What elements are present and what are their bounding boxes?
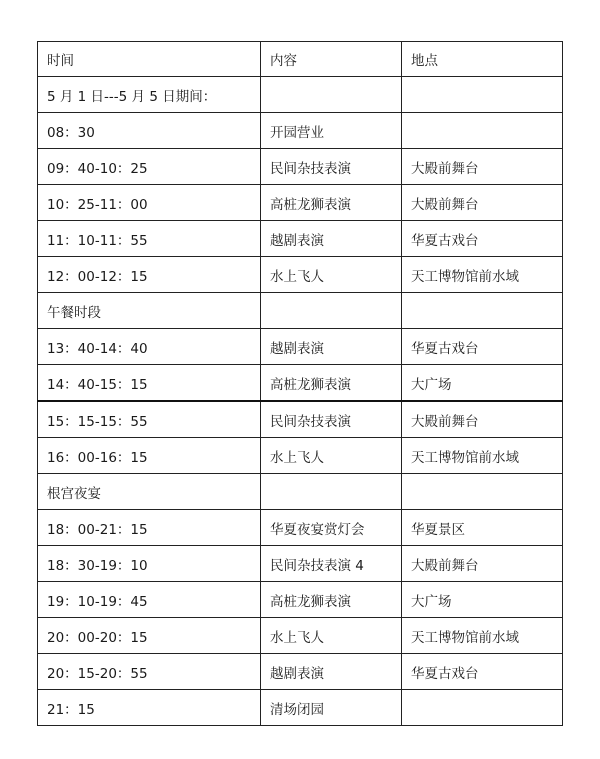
cell-place: 大殿前舞台: [402, 401, 563, 438]
cell-time: 14：40-15：15: [38, 365, 261, 402]
cell-place: [402, 293, 563, 329]
cell-content: 水上飞人: [261, 257, 402, 293]
cell-place: [402, 113, 563, 149]
table-row: [38, 510, 563, 546]
cell-time: 13：40-14：40: [38, 329, 261, 365]
cell-place: 大殿前舞台: [402, 546, 563, 582]
cell-content: 越剧表演: [261, 654, 402, 690]
cell-time: 10：25-11：00: [38, 185, 261, 221]
cell-content: 越剧表演: [261, 329, 402, 365]
cell-time: 午餐时段: [38, 293, 261, 329]
cell-time: 08：30: [38, 113, 261, 149]
table-row: [38, 365, 563, 402]
table-row: [38, 149, 563, 185]
cell-content: 高桩龙狮表演: [261, 365, 402, 402]
cell-content: 水上飞人: [261, 438, 402, 474]
table-row: [38, 329, 563, 365]
cell-content: 开园营业: [261, 113, 402, 149]
cell-content: 华夏夜宴赏灯会: [261, 510, 402, 546]
cell-place: 天工博物馆前水域: [402, 618, 563, 654]
cell-time: 21：15: [38, 690, 261, 726]
schedule-table: [37, 41, 563, 726]
table-row: [38, 401, 563, 438]
cell-time: 5 月 1 日---5 月 5 日期间：: [38, 77, 261, 113]
cell-content: 高桩龙狮表演: [261, 185, 402, 221]
table-row: [38, 221, 563, 257]
cell-content: 高桩龙狮表演: [261, 582, 402, 618]
cell-place: 大广场: [402, 365, 563, 402]
cell-place: 华夏景区: [402, 510, 563, 546]
cell-time: 20：00-20：15: [38, 618, 261, 654]
cell-content: [261, 77, 402, 113]
cell-time: 12：00-12：15: [38, 257, 261, 293]
header-row: [38, 42, 563, 77]
cell-time: 09：40-10：25: [38, 149, 261, 185]
cell-content: 民间杂技表演: [261, 401, 402, 438]
cell-time: 15：15-15：55: [38, 401, 261, 438]
cell-place: 大殿前舞台: [402, 185, 563, 221]
table-row: [38, 654, 563, 690]
schedule-sheet: [37, 41, 561, 726]
table-row: [38, 546, 563, 582]
cell-place: 天工博物馆前水域: [402, 438, 563, 474]
cell-time: 18：30-19：10: [38, 546, 261, 582]
table-row: [38, 185, 563, 221]
cell-content: 越剧表演: [261, 221, 402, 257]
table-row: [38, 690, 563, 726]
cell-content: [261, 474, 402, 510]
cell-time: 18：00-21：15: [38, 510, 261, 546]
table-row: [38, 582, 563, 618]
cell-place: 天工博物馆前水域: [402, 257, 563, 293]
table-row: [38, 618, 563, 654]
cell-place: 大殿前舞台: [402, 149, 563, 185]
table-row: [38, 293, 563, 329]
cell-place: 大广场: [402, 582, 563, 618]
cell-content: 水上飞人: [261, 618, 402, 654]
table-row: [38, 77, 563, 113]
cell-place: 华夏古戏台: [402, 654, 563, 690]
cell-content: 民间杂技表演: [261, 149, 402, 185]
cell-place: 华夏古戏台: [402, 221, 563, 257]
cell-time: 16：00-16：15: [38, 438, 261, 474]
table-row: [38, 474, 563, 510]
cell-content: 清场闭园: [261, 690, 402, 726]
cell-place: [402, 690, 563, 726]
cell-place: [402, 77, 563, 113]
header-content: 内容: [261, 42, 402, 77]
table-row: [38, 438, 563, 474]
header-place: 地点: [402, 42, 563, 77]
cell-place: [402, 474, 563, 510]
table-row: [38, 257, 563, 293]
cell-place: 华夏古戏台: [402, 329, 563, 365]
cell-time: 20：15-20：55: [38, 654, 261, 690]
cell-time: 11：10-11：55: [38, 221, 261, 257]
cell-content: 民间杂技表演 4: [261, 546, 402, 582]
cell-time: 19：10-19：45: [38, 582, 261, 618]
cell-content: [261, 293, 402, 329]
cell-time: 根宫夜宴: [38, 474, 261, 510]
header-time: 时间: [38, 42, 261, 77]
table-row: [38, 113, 563, 149]
